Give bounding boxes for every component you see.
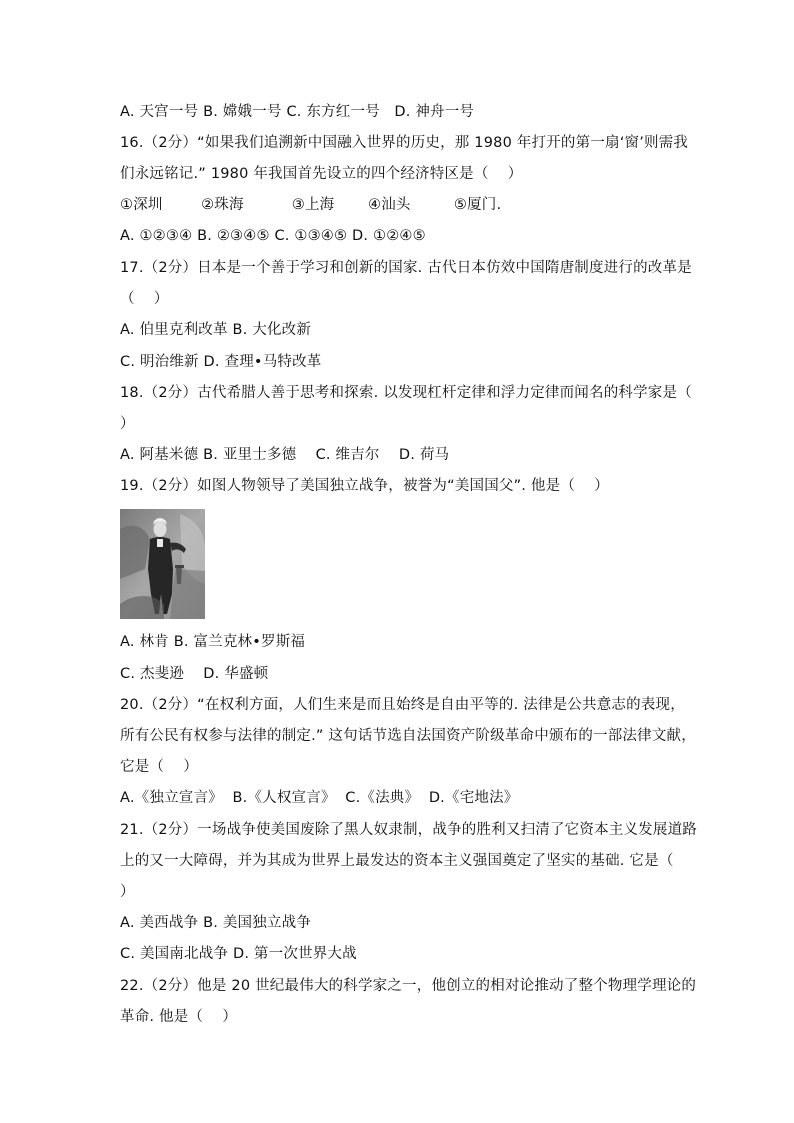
portrait-illustration bbox=[120, 509, 205, 619]
q16-choices: ①深圳 ②珠海 ③上海 ④汕头 ⑤厦门. bbox=[120, 197, 502, 213]
q20-stem-line-3: 它是（ ） bbox=[120, 759, 199, 775]
q21-stem-line-3: ） bbox=[120, 884, 135, 900]
q17-stem-line-1: 17.（2分）日本是一个善于学习和创新的国家. 古代日本仿效中国隋唐制度进行的改革是 bbox=[120, 260, 692, 276]
q20-stem-line-1: 20.（2分）“在权利方面，人们生来是而且始终是自由平等的. 法律是公共意志的表现， bbox=[120, 697, 685, 713]
portrait-image bbox=[120, 509, 205, 619]
q16-stem-line-2: 们永远铭记.” 1980 年我国首先设立的四个经济特区是（ ） bbox=[120, 166, 523, 182]
q19-options-line-1: A. 林肯 B. 富兰克林•罗斯福 bbox=[120, 634, 306, 650]
q17-options-line-1: A. 伯里克利改革 B. 大化改新 bbox=[120, 322, 312, 338]
q17-options-line-2: C. 明治维新 D. 查理•马特改革 bbox=[120, 354, 322, 370]
q18-stem-line-1: 18.（2分）古代希腊人善于思考和探索. 以发现杠杆定律和浮力定律而闻名的科学家是（ bbox=[120, 385, 692, 401]
q21-options-line-2: C. 美国南北战争 D. 第一次世界大战 bbox=[120, 946, 357, 962]
q22-stem-line-2: 革命. 他是（ ） bbox=[120, 1009, 238, 1025]
q20-options: A.《独立宣言》 B.《人权宣言》 C.《法典》 D.《宅地法》 bbox=[120, 790, 519, 806]
q19-stem: 19.（2分）如图人物领导了美国独立战争，被誉为“美国国父”. 他是（ ） bbox=[120, 478, 609, 494]
q22-stem-line-1: 22.（2分）他是 20 世纪最伟大的科学家之一，他创立的相对论推动了整个物理学理论的 bbox=[120, 978, 697, 994]
q18-stem-line-2: ） bbox=[120, 416, 135, 432]
q18-options: A. 阿基米德 B. 亚里士多德 C. 维吉尔 D. 荷马 bbox=[120, 447, 450, 463]
q20-stem-line-2: 所有公民有权参与法律的制定.” 这句话节选自法国资产阶级革命中颁布的一部法律文献， bbox=[120, 728, 696, 744]
q16-stem-line-1: 16.（2分）“如果我们追溯新中国融入世界的历史，那 1980 年打开的第一扇‘窗’则需我 bbox=[120, 135, 689, 151]
q15-options: A. 天宫一号 B. 嫦娥一号 C. 东方红一号 D. 神舟一号 bbox=[120, 104, 475, 120]
q16-options: A. ①②③④ B. ②③④⑤ C. ①③④⑤ D. ①②④⑤ bbox=[120, 228, 426, 244]
q19-options-line-2: C. 杰斐逊 D. 华盛顿 bbox=[120, 666, 269, 682]
q21-stem-line-1: 21.（2分）一场战争使美国废除了黑人奴隶制，战争的胜利又扫清了它资本主义发展道路 bbox=[120, 822, 697, 838]
q21-stem-line-2: 上的又一大障碍，并为其成为世界上最发达的资本主义强国奠定了坚实的基础. 它是（ bbox=[120, 853, 674, 869]
q21-options-line-1: A. 美西战争 B. 美国独立战争 bbox=[120, 915, 312, 931]
q17-stem-line-2: （ ） bbox=[120, 291, 169, 307]
